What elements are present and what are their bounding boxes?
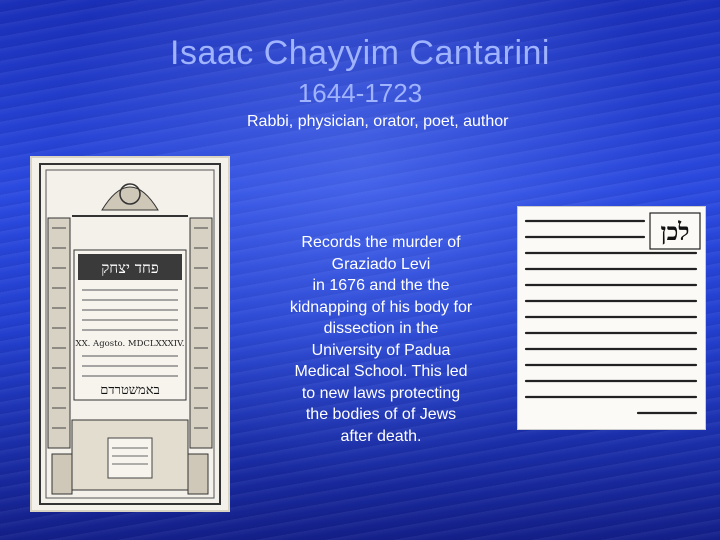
book-title-text: פחד יצחק <box>101 259 159 277</box>
description-line: Records the murder of <box>301 234 461 251</box>
description-line: University of Padua <box>311 341 451 359</box>
slide-years: 1644-1723 <box>297 78 423 108</box>
description-line: in 1676 and the the <box>312 277 450 294</box>
description-line: dissection in the <box>323 320 439 337</box>
book-place-text: באמשטרדם <box>100 383 160 398</box>
slide-subtitle: Rabbi, physician, orator, poet, author <box>247 113 509 130</box>
description-line: to new laws protecting <box>301 384 461 402</box>
excerpt-heading: לכן <box>660 217 690 246</box>
book-title-page-image <box>30 156 230 512</box>
slide-title: Isaac Chayyim Cantarini <box>170 34 550 72</box>
description-line: after death. <box>340 427 422 445</box>
description-text <box>271 232 491 447</box>
hebrew-excerpt-image <box>517 206 706 430</box>
description-line: Medical School. This led <box>294 363 468 380</box>
description-line: kidnapping of his body for <box>289 298 473 316</box>
book-date-line: XX. Agosto. MDCLXXXIV. <box>75 339 185 349</box>
description-line: Graziado Levi <box>331 255 431 273</box>
description-line: the bodies of of Jews <box>305 406 457 423</box>
